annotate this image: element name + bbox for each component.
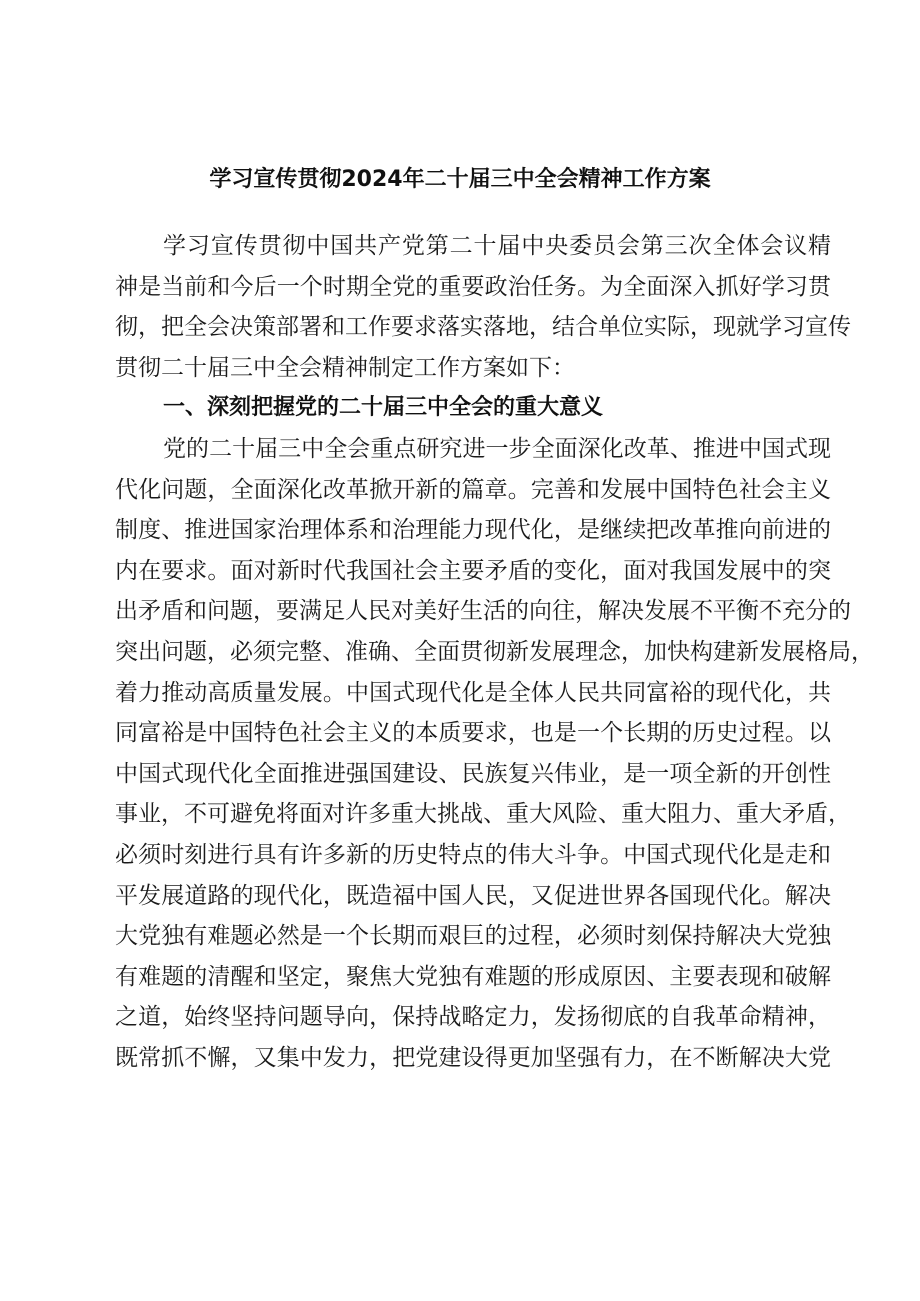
section-heading: 一、深刻把握党的二十届三中全会的重大意义 xyxy=(163,395,604,421)
text-line: 同富裕是中国特色社会主义的本质要求，也是一个长期的历史过程。以 xyxy=(115,720,831,747)
text-line: 中国式现代化全面推进强国建设、民族复兴伟业，是一项全新的开创性 xyxy=(115,760,831,787)
text-line: 贯彻二十届三中全会精神制定工作方案如下： xyxy=(115,354,575,381)
document-body xyxy=(115,226,874,1078)
text-line: 有难题的清醒和坚定，聚焦大党独有难题的形成原因、主要表现和破解 xyxy=(115,963,831,990)
text-line: 内在要求。面对新时代我国社会主要矛盾的变化，面对我国发展中的突 xyxy=(115,557,831,584)
text-line: 着力推动高质量发展。中国式现代化是全体人民共同富裕的现代化，共 xyxy=(115,679,831,706)
document-title: 学习宣传贯彻2024年二十届三中全会精神工作方案 xyxy=(209,167,711,192)
text-line: 彻，把全会决策部署和工作要求落实落地，结合单位实际，现就学习宣传 xyxy=(115,314,851,341)
text-line: 事业，不可避免将面对许多重大挑战、重大风险、重大阻力、重大矛盾， xyxy=(115,801,851,828)
text-line: 出矛盾和问题，要满足人民对美好生活的向往，解决发展不平衡不充分的 xyxy=(115,598,851,625)
intro-paragraph xyxy=(115,226,851,388)
text-line: 既常抓不懈，又集中发力，把党建设得更加坚强有力，在不断解决大党 xyxy=(115,1044,831,1071)
text-line: 必须时刻进行具有许多新的历史特点的伟大斗争。中国式现代化是走和 xyxy=(115,841,831,868)
text-line: 党的二十届三中全会重点研究进一步全面深化改革、推进中国式现 xyxy=(163,435,831,462)
text-line: 突出问题，必须完整、准确、全面贯彻新发展理念，加快构建新发展格局， xyxy=(115,638,874,665)
text-line: 制度、推进国家治理体系和治理能力现代化，是继续把改革推向前进的 xyxy=(115,517,831,544)
text-line: 代化问题，全面深化改革掀开新的篇章。完善和发展中国特色社会主义 xyxy=(115,476,831,503)
text-line: 神是当前和今后一个时期全党的重要政治任务。为全面深入抓好学习贯 xyxy=(115,273,831,300)
section-paragraph xyxy=(115,429,874,1079)
text-line: 学习宣传贯彻中国共产党第二十届中央委员会第三次全体会议精 xyxy=(163,233,831,259)
text-line: 平发展道路的现代化，既造福中国人民，又促进世界各国现代化。解决 xyxy=(115,882,831,909)
text-line: 之道，始终坚持问题导向，保持战略定力，发扬彻底的自我革命精神， xyxy=(115,1004,831,1031)
text-line: 大党独有难题必然是一个长期而艰巨的过程，必须时刻保持解决大党独 xyxy=(115,923,831,950)
